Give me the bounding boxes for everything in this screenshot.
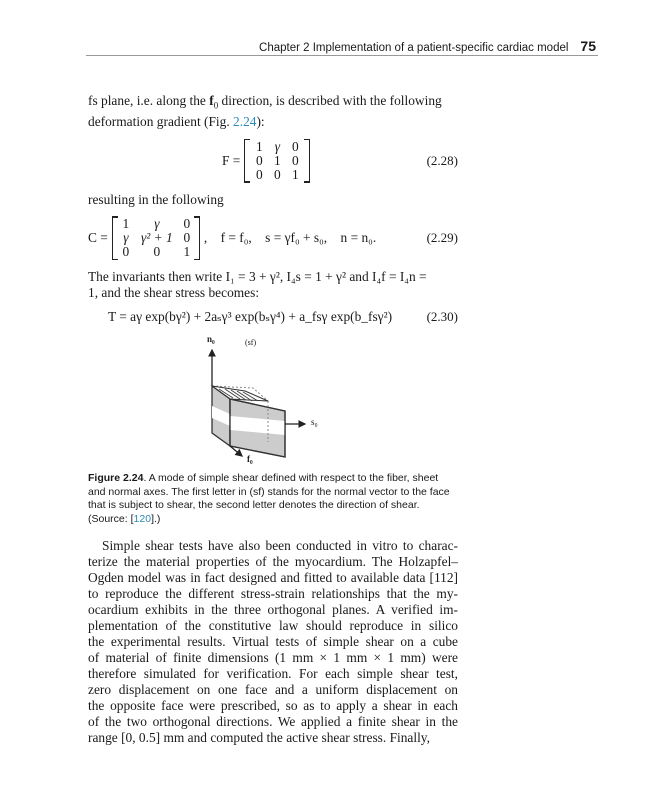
shear-figure: [195, 334, 335, 466]
n0-label: n₀: [207, 334, 215, 345]
eq-rhs: , f = f₀, s = γf₀ + s₀, n = n₀.: [203, 230, 377, 246]
equation-number: (2.30): [426, 309, 458, 325]
matrix-cell: γ: [123, 230, 129, 246]
matrix-cell: 0: [292, 152, 299, 168]
matrix-cell: 1: [183, 244, 191, 260]
intro-text: direction, is described with the following: [218, 93, 442, 108]
matrix-cell: 0: [256, 166, 263, 182]
body-line: of the two orthogonal directions. We applied a finite shear in the: [88, 714, 458, 730]
text-line: 1, and the shear stress becomes:: [88, 284, 260, 300]
matrix-cell: 0: [183, 230, 191, 246]
s0-label: s₀: [311, 417, 318, 428]
header-rule: [86, 55, 598, 56]
figure-link[interactable]: 2.24: [233, 114, 257, 130]
body-line: ocardium exhibits in the three orthogonal planes. A verified im-: [88, 602, 458, 618]
intro-text: fs plane, i.e. along the: [88, 93, 210, 108]
body-line: terize the material properties of the myocardium. The Holzapfel–: [88, 554, 458, 570]
invariants-paragraph: [88, 269, 458, 300]
body-line: Ogden model was in fact designed and fitted to available data [112]: [88, 570, 458, 586]
caption-text: . A mode of simple shear defined with respect to the fiber, sheet and normal axes. The first letter in (sf) stands for the normal vector to the face that is subject to shear, the second letter denotes the direction of shear. (Source: [: [88, 472, 450, 525]
bracket-tick: [113, 216, 118, 217]
intro-text: ):: [256, 114, 265, 130]
matrix-cell: 1: [122, 216, 130, 232]
bracket-tick: [194, 259, 199, 260]
sf-label: (sf): [245, 338, 257, 348]
matrix-cell: 0: [122, 244, 130, 260]
matrix-cell: 0: [256, 152, 263, 168]
body-line: the experimental results. Virtual tests of simple shear on a cube: [88, 634, 458, 650]
bracket-tick: [245, 181, 250, 182]
matrix-cell: γ: [274, 138, 280, 154]
body-paragraph: [88, 538, 458, 746]
f0-symbol: f: [209, 93, 214, 108]
chapter-title: Chapter 2 Implementation of a patient-specific cardiac model: [259, 42, 569, 54]
body-line: to reproduce the different stress-strain relationships that the my-: [88, 586, 458, 602]
equation-number: (2.28): [426, 152, 458, 168]
matrix-cell: 1: [292, 166, 299, 182]
caption-text: ].): [151, 512, 161, 525]
bracket-tick: [194, 216, 199, 217]
bracket-tick: [245, 139, 250, 140]
body-line: therefore simulated for verification. For each simple shear test,: [88, 666, 458, 682]
text-line: resulting in the following: [88, 191, 224, 207]
matrix-cell: 1: [274, 152, 281, 168]
eq-lhs: F =: [222, 152, 241, 168]
figure-caption: [88, 472, 458, 526]
equation-2-30: [88, 309, 458, 325]
body-line: range [0, 0.5] mm and computed the active shear stress. Finally,: [88, 730, 430, 746]
page-number: 75: [580, 38, 596, 54]
f0-label: f₀: [247, 454, 253, 465]
citation-link[interactable]: 120: [133, 512, 152, 525]
f0-subscript: 0: [213, 100, 219, 111]
bracket-tick: [304, 181, 309, 182]
eq-lhs: C =: [88, 230, 108, 246]
cube-diagram: [195, 334, 335, 464]
matrix-cell: 0: [292, 138, 299, 154]
matrix-cell: γ: [154, 216, 160, 232]
matrix-cell: 1: [256, 138, 263, 154]
eq-expression: T = aγ exp(bγ²) + 2aₛγ³ exp(bₛγ⁴) + a_fsγ exp(b_fsγ²): [108, 309, 393, 325]
body-line: of material of finite dimensions (1 mm × 1 mm × 1 mm) were: [88, 650, 458, 666]
bracket-tick: [113, 259, 118, 260]
intro-paragraph: [88, 93, 458, 130]
caption-label: Figure 2.24: [88, 472, 144, 485]
text-column: [88, 93, 458, 746]
equation-2-29: [88, 216, 458, 260]
intro-text: deformation gradient (Fig.: [88, 114, 234, 130]
matrix-f: [244, 139, 310, 183]
matrix-cell: γ² + 1: [140, 230, 173, 246]
body-line: plementation of the constitutive law should reproduce in silico: [88, 618, 458, 634]
body-line: zero displacement on one face and a uniform displacement on: [88, 682, 458, 698]
equation-2-28: [88, 139, 458, 183]
matrix-c: [112, 216, 200, 260]
body-line: the opposite face were prescribed, so as to apply a shear in each: [88, 698, 458, 714]
matrix-cell: 0: [183, 216, 191, 232]
running-header: [259, 38, 596, 54]
matrix-cell: 0: [274, 166, 281, 182]
equation-number: (2.29): [426, 230, 458, 246]
matrix-cell: 0: [153, 244, 161, 260]
bracket-tick: [304, 139, 309, 140]
text-line: The invariants then write I₁ = 3 + γ², I₄s = 1 + γ² and I₄f = I₄n =: [88, 269, 427, 285]
body-line: Simple shear tests have also been conducted in vitro to charac-: [102, 538, 458, 554]
